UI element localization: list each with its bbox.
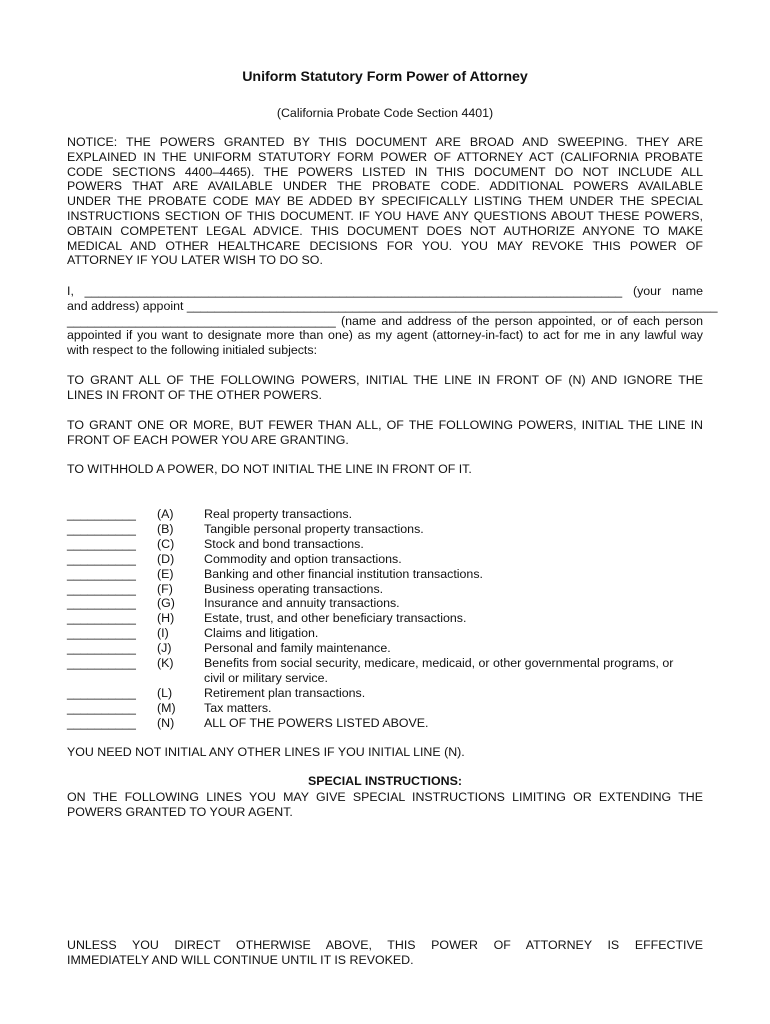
initial-blank[interactable]: __________ — [67, 685, 136, 700]
power-letter: (C) — [157, 536, 175, 551]
need-not-initial-note — [67, 745, 703, 760]
power-letter: (M) — [157, 700, 176, 715]
power-letter: (E) — [157, 566, 174, 581]
appointment-line: with respect to the following initialed subjects: — [67, 343, 318, 358]
power-letter: (G) — [157, 596, 175, 611]
grant-some-instructions — [67, 418, 703, 448]
initial-blank[interactable]: __________ — [67, 566, 136, 581]
notice-line: UNDER THE PROBATE CODE MAY BE ADDED BY SPECIFICALLY LISTING THEM UNDER THE SPECIAL — [67, 194, 703, 209]
initial-blank[interactable]: __________ — [67, 581, 136, 596]
note-line: YOU NEED NOT INITIAL ANY OTHER LINES IF YOU INITIAL LINE (N). — [67, 745, 465, 759]
clause-line: IMMEDIATELY AND WILL CONTINUE UNTIL IT IS REVOKED. — [67, 952, 414, 967]
power-text: ALL OF THE POWERS LISTED ABOVE. — [204, 715, 429, 730]
power-row-n — [67, 716, 707, 731]
appointment-paragraph — [67, 284, 718, 358]
power-text: civil or military service. — [204, 670, 328, 685]
power-row-f — [67, 582, 707, 597]
blank-spacer — [67, 671, 157, 686]
power-row-c — [67, 537, 707, 552]
power-text: Personal and family maintenance. — [204, 641, 391, 656]
instruction-line: TO GRANT ONE OR MORE, BUT FEWER THAN ALL, OF THE FOLLOWING POWERS, INITIAL THE LINE IN — [67, 418, 703, 432]
power-letter: (A) — [157, 507, 174, 521]
instruction-line: ON THE FOLLOWING LINES YOU MAY GIVE SPECIAL INSTRUCTIONS LIMITING OR EXTENDING THE — [67, 790, 703, 804]
clause-line: UNLESS YOU DIRECT OTHERWISE ABOVE, THIS POWER OF ATTORNEY IS EFFECTIVE — [67, 938, 703, 952]
power-letter: (L) — [157, 685, 173, 700]
power-text: Real property transactions. — [204, 507, 353, 521]
notice-line: CODE SECTIONS 4400–4465). THE POWERS LISTED IN THIS DOCUMENT DO NOT INCLUDE ALL — [67, 164, 703, 179]
notice-line: EXPLAINED IN THE UNIFORM STATUTORY FORM POWER OF ATTORNEY ACT (CALIFORNIA PROBATE — [67, 149, 703, 164]
document-title: Uniform Statutory Form Power of Attorney — [242, 69, 528, 85]
initial-blank[interactable]: __________ — [67, 656, 136, 671]
power-text: Banking and other financial institution transactions. — [204, 566, 483, 581]
agent-appoint-line: and address) appoint _____________________________________________________________________________ — [67, 298, 718, 313]
agent-name-line: _______________________________________ (name and address of the person appointed, or of each person — [67, 313, 703, 328]
power-row-e — [67, 567, 707, 582]
power-letter: (F) — [157, 581, 173, 596]
power-letter: (D) — [157, 551, 175, 566]
special-instructions-text — [67, 790, 703, 820]
power-letter: (N) — [157, 715, 175, 730]
power-letter — [157, 671, 204, 686]
instruction-line: POWERS GRANTED TO YOUR AGENT. — [67, 804, 293, 819]
notice-line: OBTAIN COMPETENT LEGAL ADVICE. THIS DOCUMENT DOES NOT AUTHORIZE ANYONE TO MAKE — [67, 223, 703, 238]
power-text: Commodity and option transactions. — [204, 551, 402, 566]
notice-line: NOTICE: THE POWERS GRANTED BY THIS DOCUMENT ARE BROAD AND SWEEPING. THEY ARE — [67, 135, 703, 149]
notice-paragraph — [67, 135, 703, 268]
power-row-k — [67, 656, 707, 671]
initial-blank[interactable]: __________ — [67, 641, 136, 656]
power-letter: (I) — [157, 626, 169, 641]
power-row-j — [67, 641, 707, 656]
power-letter: (H) — [157, 611, 175, 626]
power-letter: (K) — [157, 656, 174, 671]
power-row-m — [67, 701, 707, 716]
notice-line: INSTRUCTIONS SECTION OF THIS DOCUMENT. IF YOU HAVE ANY QUESTIONS ABOUT THESE POWERS, — [67, 208, 703, 223]
power-row-a — [67, 507, 707, 522]
power-letter: (B) — [157, 521, 174, 536]
power-row-i — [67, 626, 707, 641]
powers-list — [67, 507, 707, 731]
initial-blank[interactable]: __________ — [67, 507, 136, 521]
power-row-h — [67, 611, 707, 626]
power-row-d — [67, 552, 707, 567]
special-instructions-heading: SPECIAL INSTRUCTIONS: — [308, 774, 462, 788]
power-text: Stock and bond transactions. — [204, 536, 364, 551]
instruction-line: FRONT OF EACH POWER YOU ARE GRANTING. — [67, 432, 349, 447]
instruction-line: TO WITHHOLD A POWER, DO NOT INITIAL THE LINE IN FRONT OF IT. — [67, 462, 472, 476]
document-subtitle: (California Probate Code Section 4401) — [276, 106, 494, 120]
principal-name-line: I, ______________________________________________________________________________ (your name — [67, 284, 703, 298]
instruction-line: TO GRANT ALL OF THE FOLLOWING POWERS, INITIAL THE LINE IN FRONT OF (N) AND IGNORE THE — [67, 373, 703, 387]
power-text: Business operating transactions. — [204, 581, 384, 596]
appointment-line: appointed if you want to designate more than one) as my agent (attorney-in-fact) to act for me in any lawful way — [67, 328, 703, 343]
effective-clause — [67, 938, 703, 968]
notice-line: POWERS THAT ARE AVAILABLE UNDER THE PROBATE CODE. ADDITIONAL POWERS AVAILABLE — [67, 179, 703, 194]
initial-blank[interactable]: __________ — [67, 700, 136, 715]
power-text: Tangible personal property transactions. — [204, 521, 424, 536]
power-letter: (J) — [157, 641, 172, 656]
notice-line: ATTORNEY IF YOU LATER WISH TO DO SO. — [67, 253, 323, 268]
notice-line: MEDICAL AND OTHER HEALTHCARE DECISIONS FOR YOU. YOU MAY REVOKE THIS POWER OF — [67, 238, 703, 253]
power-text: Insurance and annuity transactions. — [204, 596, 400, 611]
power-row-g — [67, 596, 707, 611]
power-row-k-continued — [67, 671, 707, 686]
power-text: Claims and litigation. — [204, 626, 319, 641]
initial-blank[interactable]: __________ — [67, 596, 136, 611]
grant-all-instructions — [67, 373, 703, 403]
initial-blank[interactable]: __________ — [67, 551, 136, 566]
power-text: Retirement plan transactions. — [204, 685, 366, 700]
initial-blank[interactable]: __________ — [67, 521, 136, 536]
initial-blank[interactable]: __________ — [67, 715, 136, 730]
instruction-line: LINES IN FRONT OF THE OTHER POWERS. — [67, 387, 322, 402]
power-row-b — [67, 522, 707, 537]
power-row-l — [67, 686, 707, 701]
withhold-instructions — [67, 462, 703, 477]
power-text: Benefits from social security, medicare, medicaid, or other governmental programs, or — [204, 656, 674, 671]
initial-blank[interactable]: __________ — [67, 536, 136, 551]
initial-blank[interactable]: __________ — [67, 611, 136, 626]
power-text: Tax matters. — [204, 700, 272, 715]
initial-blank[interactable]: __________ — [67, 626, 136, 641]
power-text: Estate, trust, and other beneficiary transactions. — [204, 611, 467, 626]
